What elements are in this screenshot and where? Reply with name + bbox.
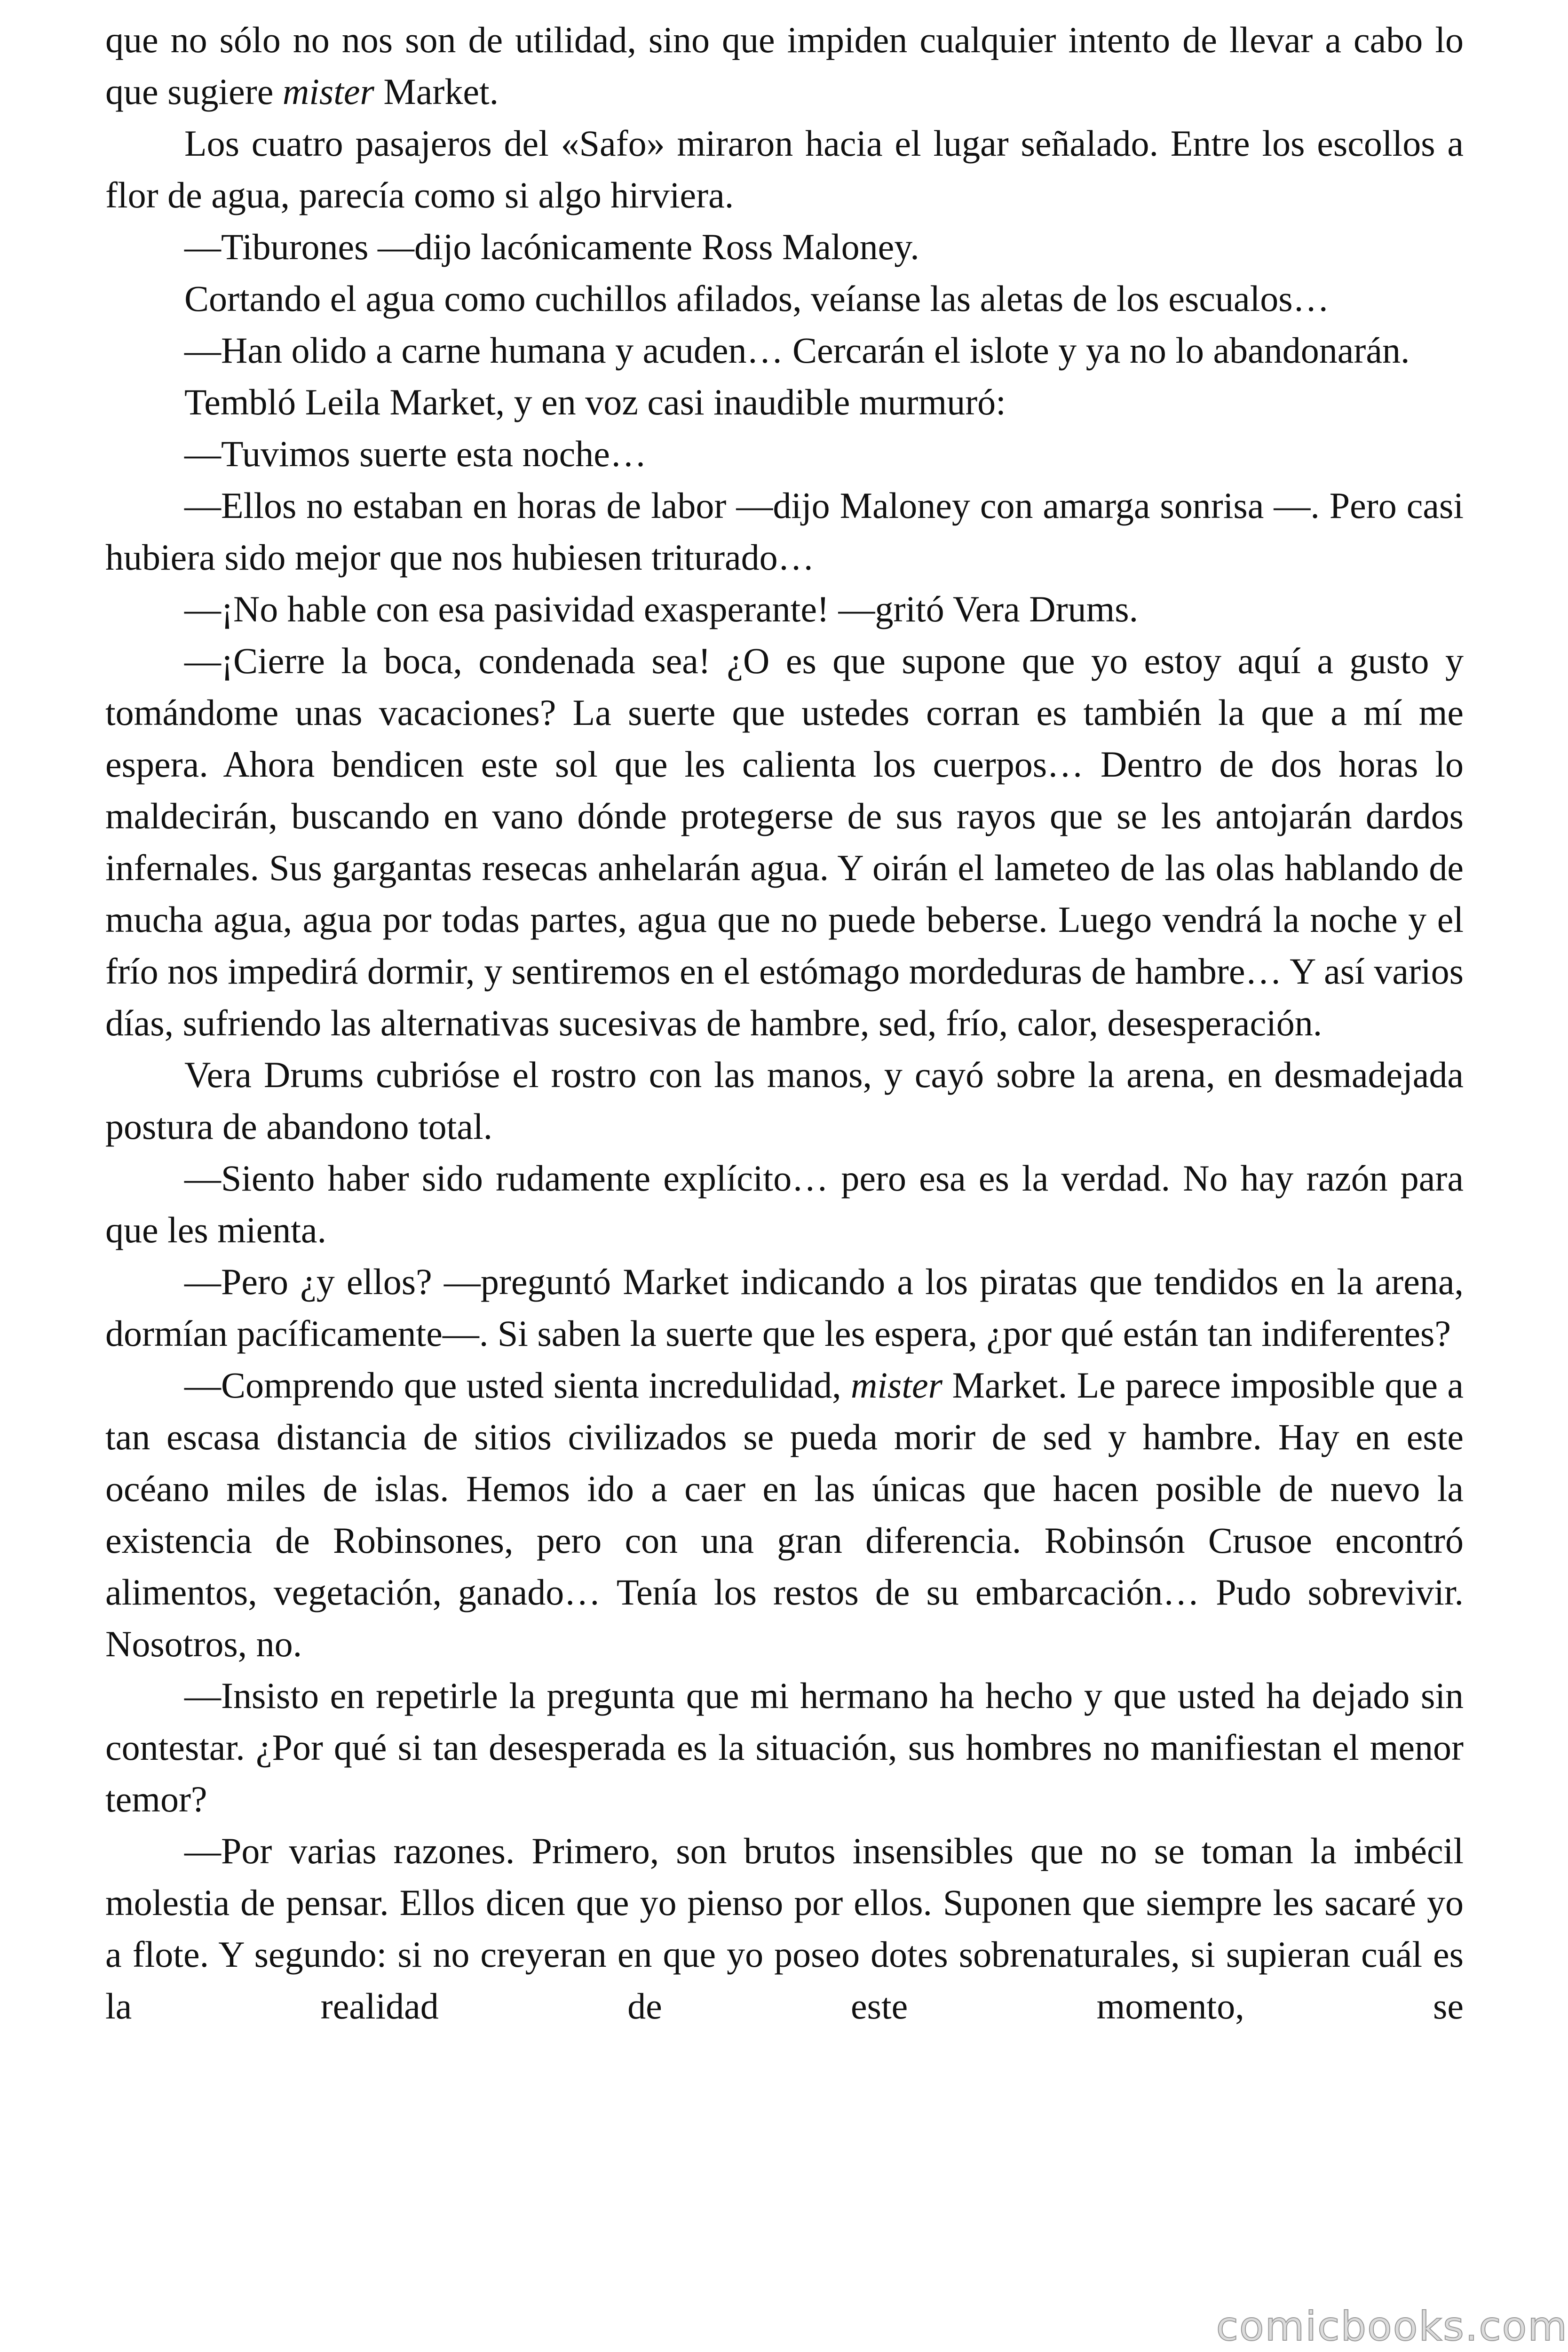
paragraph-7: —Tuvimos suerte esta noche…	[184, 433, 647, 474]
paragraph-16: —Por varias razones. Primero, son brutos insensibles que no se toman la imbécil molestia de pensar. Ellos dicen que yo pienso por ellos. Suponen que siempre les sacaré yo a flote. Y segundo: si no creyeran en que yo poseo dotes sobrenaturales, si supieran cuál es la realidad de este momento, se	[105, 1830, 1464, 2026]
paragraph-8: —Ellos no estaban en horas de labor —dijo Maloney con amarga sonrisa —. Pero casi hubiera sido mejor que nos hubiesen triturado…	[105, 485, 1464, 578]
paragraph-11: Vera Drums cubrióse el rostro con las manos, y cayó sobre la arena, en desmadejada postura de abandono total.	[105, 1054, 1464, 1147]
paragraph-10: —¡Cierre la boca, condenada sea! ¿O es que supone que yo estoy aquí a gusto y tomándome unas vacaciones? La suerte que ustedes corran es también la que a mí me espera. Ahora bendicen este sol que les calienta los cuerpos… Dentro de dos horas lo maldecirán, buscando en vano dónde protegerse de sus rayos que se les antojarán dardos infernales. Sus gargantas resecas anhelarán agua. Y oirán el lameteo de las olas hablando de mucha agua, agua por todas partes, agua que no puede beberse. Luego vendrá la noche y el frío nos impedirá dormir, y sentiremos en el estómago mordeduras de hambre… Y así varios días, sufriendo las alternativas sucesivas de hambre, sed, frío, calor, desesperación.	[105, 640, 1464, 1043]
paragraph-1: que no sólo no nos son de utilidad, sino que impiden cualquier intento de llevar a cabo lo que sugiere mister Market.	[105, 19, 1464, 112]
paragraph-14: —Comprendo que usted sienta incredulidad, mister Market. Le parece imposible que a tan escasa distancia de sitios civilizados se pueda morir de sed y hambre. Hay en este océano miles de islas. Hemos ido a caer en las únicas que hacen posible de nuevo la existencia de Robinsones, pero con una gran diferencia. Robinsón Crusoe encontró alimentos, vegetación, ganado… Tenía los restos de su embarcación… Pudo sobrevivir. Nosotros, no.	[105, 1365, 1464, 1664]
paragraph-2: Los cuatro pasajeros del «Safo» miraron hacia el lugar señalado. Entre los escollos a flor de agua, parecía como si algo hirviera.	[105, 123, 1464, 215]
paragraph-12: —Siento haber sido rudamente explícito… pero esa es la verdad. No hay razón para que les mienta.	[105, 1158, 1464, 1250]
paragraph-5: —Han olido a carne humana y acuden… Cercarán el islote y ya no lo abandonarán.	[184, 330, 1410, 371]
paragraph-9: —¡No hable con esa pasividad exasperante! —gritó Vera Drums.	[184, 588, 1139, 629]
watermark-logo: comicbooks.com	[1216, 2303, 1568, 2350]
paragraph-4: Cortando el agua como cuchillos afilados, veíanse las aletas de los escualos…	[184, 278, 1330, 319]
paragraph-13: —Pero ¿y ellos? —preguntó Market indicando a los piratas que tendidos en la arena, dormían pacíficamente—. Si saben la suerte que les espera, ¿por qué están tan indiferentes?	[105, 1261, 1464, 1354]
paragraph-15: —Insisto en repetirle la pregunta que mi hermano ha hecho y que usted ha dejado sin contestar. ¿Por qué si tan desesperada es la situación, sus hombres no manifiestan el menor temor?	[105, 1675, 1464, 1820]
paragraph-6: Tembló Leila Market, y en voz casi inaudible murmuró:	[184, 381, 1006, 422]
paragraph-3: —Tiburones —dijo lacónicamente Ross Maloney.	[184, 226, 919, 267]
book-page-text	[105, 14, 1464, 2032]
